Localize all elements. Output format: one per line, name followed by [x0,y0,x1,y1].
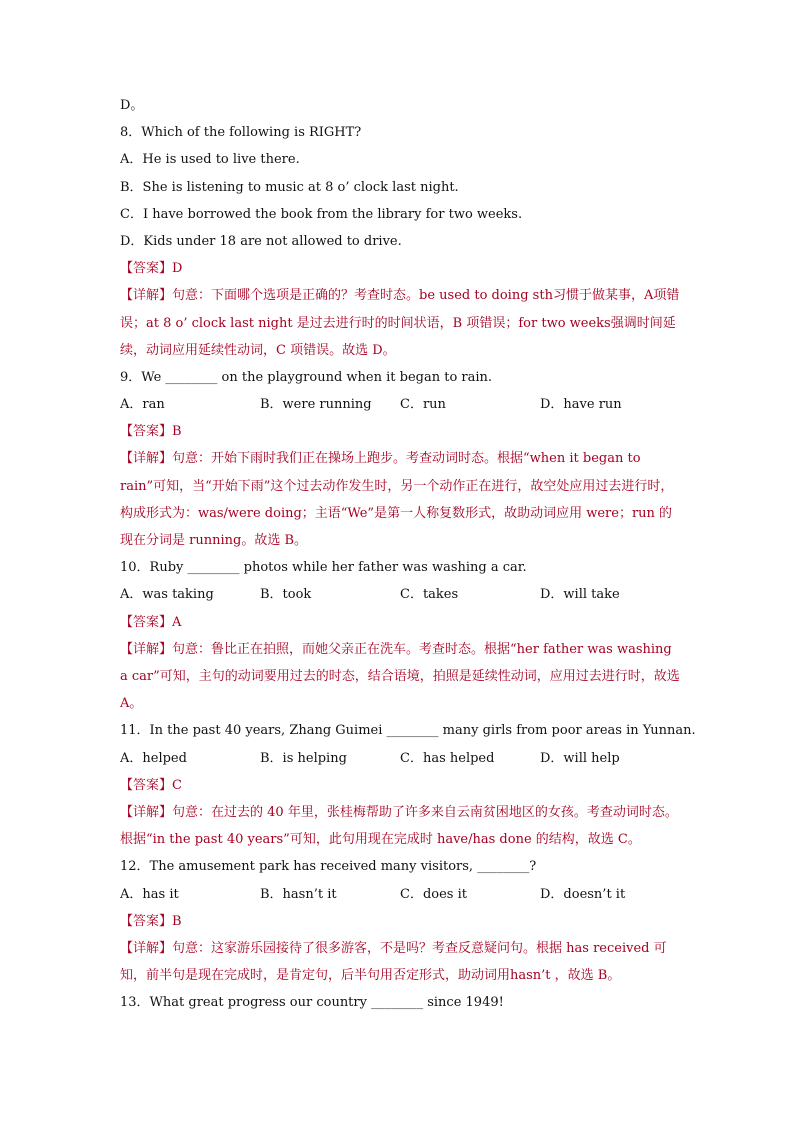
question-12: 12．The amusement park has received many visitors, ________? [120,859,537,875]
question-9: 9．We ________ on the playground when it began to rain. [120,369,493,385]
answer-value: B [172,913,182,929]
answer-tag: 【答案】 [120,261,173,277]
q9-option-d: D．have run [540,397,622,413]
detail-tag: 【详解】 [120,641,173,657]
q12-option-b: B．hasn’t it [260,886,337,902]
q12-options [120,881,680,908]
q9-option-c: C．run [400,397,446,413]
q10-option-d: D．will take [540,587,620,603]
q11-option-d: D．will help [540,750,620,766]
q8-answer [120,255,680,282]
prev-answer-tail: D。 [120,98,144,113]
q8-option-b: B．She is listening to music at 8 o’ clock last night. [120,179,459,195]
answer-value: A [172,614,182,630]
q9-answer [120,418,680,445]
q10-option-c: C．takes [400,587,459,603]
q11-option-b: B．is helping [260,750,347,766]
q9-detail [120,445,680,554]
q11-detail [120,799,680,853]
q8-option-a: A．He is used to live there. [120,152,300,168]
answer-tag: 【答案】 [120,777,173,793]
answer-tag: 【答案】 [120,614,173,630]
q11-options [120,745,680,772]
question-11: 11．In the past 40 years, Zhang Guimei ________ many girls from poor areas in Yunnan. [120,723,696,739]
detail-text: 句意：开始下雨时我们正在操场上跑步。考查动词时态。根据“when it began to rain”可知，当“开始下雨”这个过去动作发生时，另一个动作正在进行，故空处应用过去进行时，构成形式为：was/were doing；主语“We”是第一人称复数形式，故助动词应用 were；run 的现在分词是 running。故选 B。 [120,451,674,549]
q10-options [120,581,680,608]
answer-value: B [172,424,182,440]
q12-option-a: A．has it [120,886,179,902]
q10-option-b: B．took [260,587,312,603]
q8-option-c: C．I have borrowed the book from the library for two weeks. [120,206,523,222]
q11-option-a: A．helped [120,750,187,766]
answer-value: C [172,777,182,793]
q12-option-d: D．doesn’t it [540,886,626,902]
q9-option-a: A．ran [120,397,165,413]
document-content [120,92,696,1017]
detail-tag: 【详解】 [120,941,173,956]
q12-detail [120,935,680,989]
q11-option-c: C．has helped [400,750,495,766]
question-13: 13．What great progress our country ________ since 1949! [120,995,504,1011]
answer-value: D [172,261,183,277]
question-10: 10．Ruby ________ photos while her father was washing a car. [120,560,527,576]
q9-options [120,391,680,418]
answer-tag: 【答案】 [120,424,173,440]
question-8: 8．Which of the following is RIGHT? [120,125,362,141]
q8-option-d: D．Kids under 18 are not allowed to drive. [120,233,402,249]
q12-answer [120,908,680,935]
detail-tag: 【详解】 [120,288,173,304]
detail-tag: 【详解】 [120,451,173,467]
q8-detail [120,282,680,364]
detail-text: 句意：在过去的 40 年里，张桂梅帮助了许多来自云南贫困地区的女孩。考查动词时态。根据“in the past 40 years”可知，此句用现在完成时 have/has done 的结构，故选 C。 [120,805,678,848]
detail-tag: 【详解】 [120,805,173,821]
q9-option-b: B．were running [260,397,372,413]
answer-tag: 【答案】 [120,913,173,929]
q10-detail [120,636,680,718]
q12-option-c: C．does it [400,886,467,902]
detail-text: 句意：鲁比正在拍照，而她父亲正在洗车。考查时态。根据“her father was washing a car”可知，主句的动词要用过去的时态，结合语境，拍照是延续性动词，应用过去进行时，故选 A。 [120,641,680,712]
detail-text: 句意：这家游乐园接待了很多游客，不是吗？考查反意疑问句。根据 has received 可知，前半句是现在完成时，是肯定句，后半句用否定形式，助动词用hasn’t ，故选 B。 [120,941,667,984]
detail-text: 句意：下面哪个选项是正确的？考查时态。be used to doing sth习惯于做某事，A项错误；at 8 o’ clock last night 是过去进行时的时间状语，B 项错误；for two weeks强调时间延续，动词应用延续性动词，C 项错误。故选 D。 [120,288,680,358]
q10-option-a: A．was taking [120,587,214,603]
q10-answer [120,609,680,636]
q11-answer [120,772,680,799]
